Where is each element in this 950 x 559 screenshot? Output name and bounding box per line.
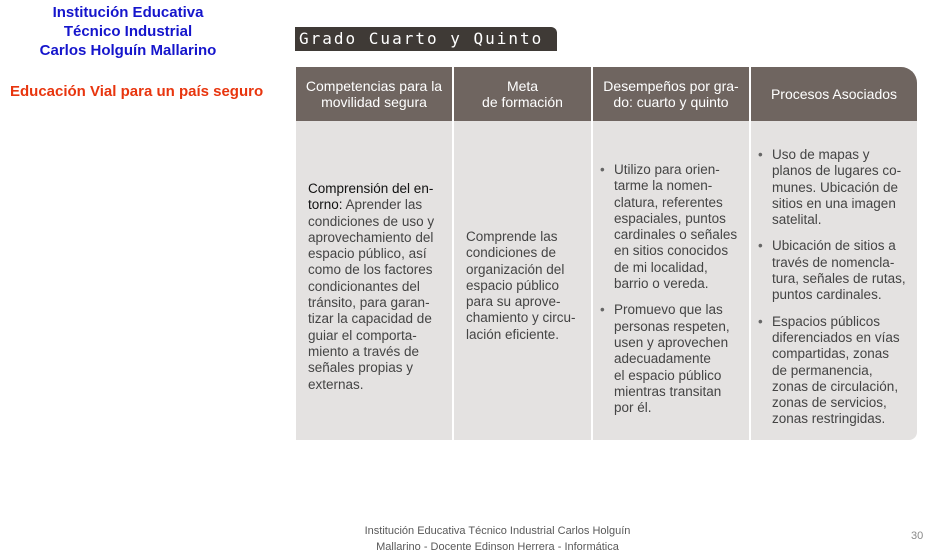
school-name (0, 3, 256, 60)
column-divider (452, 67, 454, 440)
column-divider (749, 67, 751, 440)
proceso-item: • Uso de mapas y planos de lugares co- munes. Ubicación de sitios en una imagen satelital. (758, 147, 914, 228)
school-name-line: Institución Educativa (52, 4, 204, 21)
slide-subtitle: Educación Vial para un país seguro (10, 83, 264, 100)
grade-banner: Grado Cuarto y Quinto (295, 27, 557, 51)
competencia-cell (308, 181, 450, 393)
page-number: 30 (911, 530, 924, 542)
table-header-row (296, 67, 917, 121)
proceso-item: • Ubicación de sitios a través de nomencla- tura, señales de rutas, puntos cardinales. (758, 238, 914, 303)
competencia-body: Aprender las condiciones de uso y aprovechamiento del espacio público, así como de los factores condicionantes del tránsito, para garan- tizar la capacidad de guiar el comporta- miento a través de señales propias y externas. (308, 197, 435, 392)
header-meta: Meta de formación (482, 78, 563, 110)
meta-cell: Comprende las condiciones de organización del espacio público para su aprove- chamiento y circu- lación eficiente. (466, 229, 576, 342)
header-competencias: Competencias para la movilidad segura (305, 78, 443, 110)
competency-table (296, 67, 917, 440)
school-name-line: Carlos Holguín Mallarino (39, 42, 217, 59)
column-divider (591, 67, 593, 440)
desempeno-item: • Promuevo que las personas respeten, usen y aprovechen adecuadamente el espacio público mientras transitan por él. (600, 302, 748, 416)
desempeno-item: • Utilizo para orien- tarme la nomen- clatura, referentes espaciales, puntos cardinales o señales en sitios conocidos de mi localidad, barrio o vereda. (600, 162, 748, 292)
footer-text: Institución Educativa Técnico Industrial Carlos Holguín Mallarino - Docente Edinson Herrera - Informática (364, 525, 631, 553)
procesos-cell (758, 147, 914, 438)
school-name-line: Técnico Industrial (63, 23, 193, 40)
competencia-lead: Comprensión del en- torno: (308, 181, 434, 213)
desempenos-cell (600, 162, 748, 426)
header-desempenos: Desempeños por gra- do: cuarto y quinto (603, 78, 739, 110)
proceso-item: • Espacios públicos diferenciados en vías compartidas, zonas de permanencia, zonas de circulación, zonas de servicios, zonas restringidas. (758, 314, 914, 428)
header-procesos: Procesos Asociados (770, 86, 898, 102)
